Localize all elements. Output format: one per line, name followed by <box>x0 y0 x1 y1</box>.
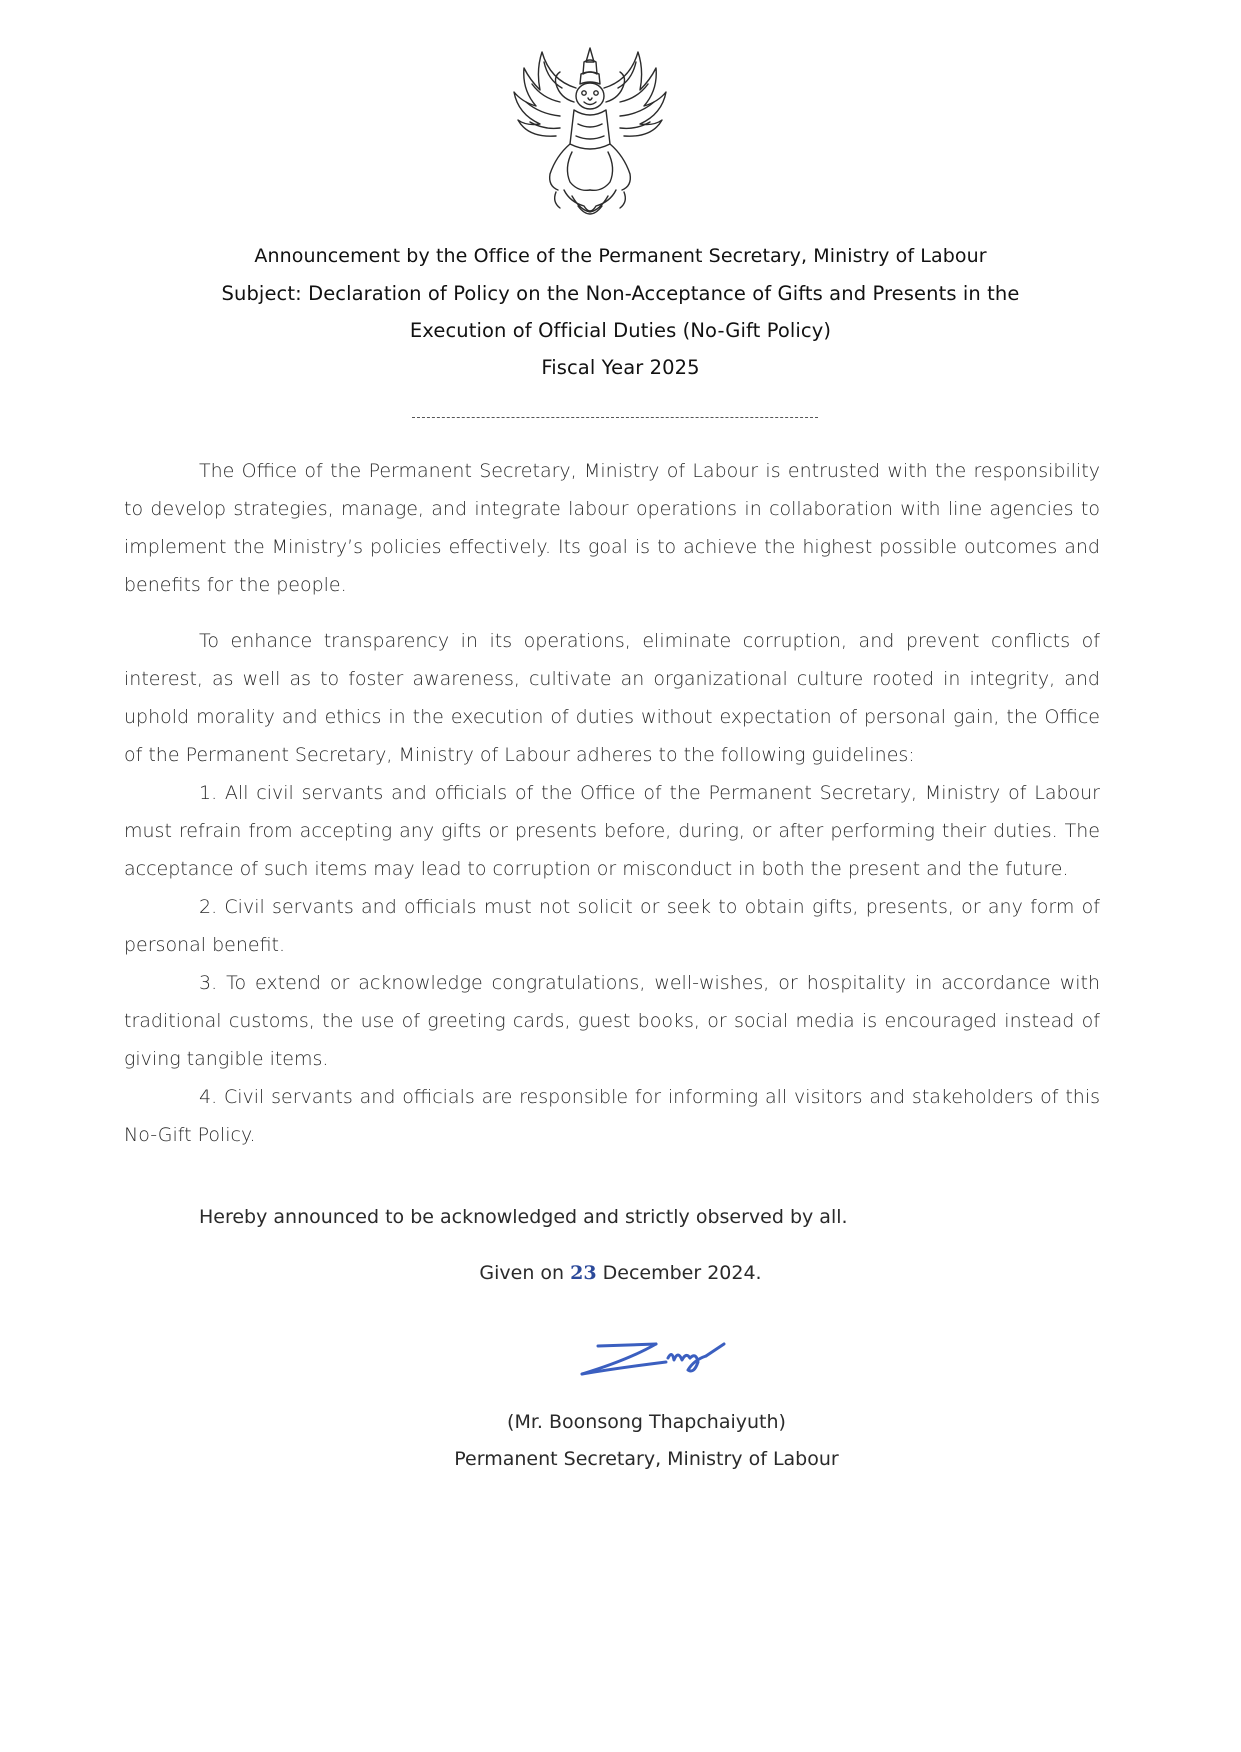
given-day: 23 <box>570 1262 597 1284</box>
announcement-header <box>0 238 1241 386</box>
signatory-position: Permanent Secretary, Ministry of Labour <box>454 1448 839 1470</box>
subject-line-continued: Execution of Official Duties (No-Gift Policy) <box>409 319 832 342</box>
signatory-name: (Mr. Boonsong Thapchaiyuth) <box>507 1411 786 1433</box>
handwritten-signature-icon <box>578 1334 748 1386</box>
guideline-item-3: 3. To extend or acknowledge congratulations, well-wishes, or hospitality in accordance with traditional customs, the use of greeting cards, guest books, or social media is encouraged instead of giving tangible items. <box>124 972 1100 1070</box>
purpose-paragraph: To enhance transparency in its operations, eliminate corruption, and prevent conflicts of interest, as well as to foster awareness, cultivate an organizational culture rooted in integrity, and uphold morality and ethics in the execution of duties without expectation of personal gain, the Office of the Permanent Secretary, Ministry of Labour adheres to the following guidelines: <box>124 630 1100 766</box>
announcement-body <box>124 452 1100 1154</box>
guideline-item-4: 4. Civil servants and officials are responsible for informing all visitors and stakeholders of this No-Gift Policy. <box>124 1086 1100 1146</box>
issuer-line: Announcement by the Office of the Permanent Secretary, Ministry of Labour <box>254 245 987 267</box>
given-prefix: Given on <box>479 1262 565 1284</box>
closing-statement: Hereby announced to be acknowledged and strictly observed by all. <box>199 1206 848 1228</box>
subject-line: Subject: Declaration of Policy on the Non-Acceptance of Gifts and Presents in the <box>221 282 1020 305</box>
header-divider <box>412 417 818 418</box>
guideline-item-2: 2. Civil servants and officials must not solicit or seek to obtain gifts, presents, or any form of personal benefit. <box>124 896 1100 956</box>
given-suffix: December 2024. <box>602 1262 762 1284</box>
guideline-item-1: 1. All civil servants and officials of the Office of the Permanent Secretary, Ministry of Labour must refrain from accepting any gifts or presents before, during, or after performing their duties. The acceptance of such items may lead to corruption or misconduct in both the present and the future. <box>124 782 1100 880</box>
given-date <box>0 1254 1241 1292</box>
intro-paragraph: The Office of the Permanent Secretary, Ministry of Labour is entrusted with the responsibility to develop strategies, manage, and integrate labour operations in collaboration with line agencies to implement the Ministry’s policies effectively. Its goal is to achieve the highest possible outcomes and benefits for the people. <box>124 460 1100 596</box>
fiscal-year-line: Fiscal Year 2025 <box>541 356 700 379</box>
garuda-emblem-icon <box>500 40 680 225</box>
